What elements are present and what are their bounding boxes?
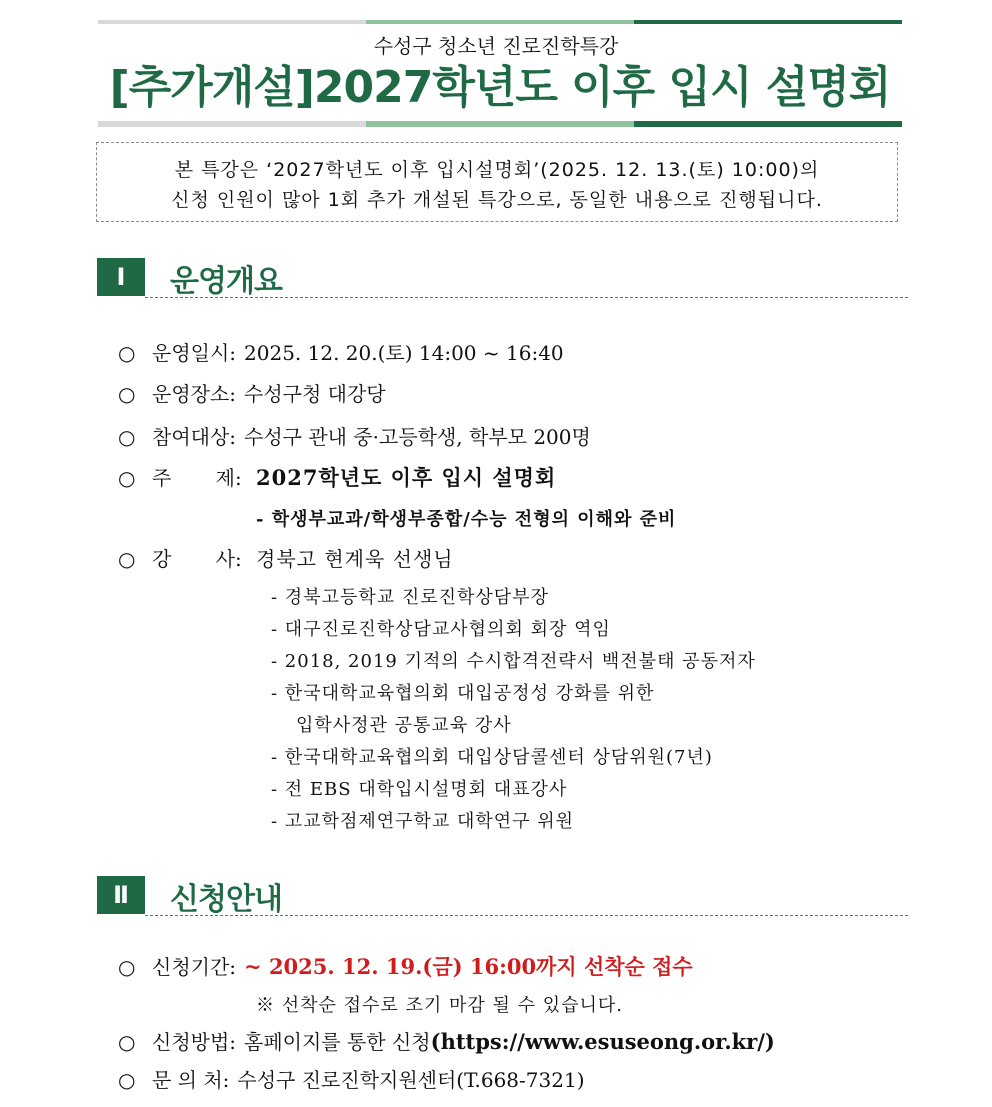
bullet-circle: ○: [118, 955, 136, 979]
header-bottom-bar-lightgreen: [366, 121, 634, 127]
bullet-circle: ○: [118, 341, 136, 365]
lecturer-value: 경북고 현계욱 선생님: [256, 547, 454, 571]
target-label: 참여대상:: [152, 425, 237, 449]
datetime-value: 2025. 12. 20.(토) 14:00 ~ 16:40: [244, 341, 564, 365]
section-1-title: 운영개요: [170, 264, 282, 299]
career-item: - 2018, 2019 기적의 수시합격전략서 백전불태 공동저자: [271, 651, 756, 672]
career-item: - 한국대학교육협의회 대입상담콜센터 상담위원(7년): [271, 747, 713, 768]
header-bottom-bar-gray: [98, 121, 366, 127]
homepage-link[interactable]: (https://www.esuseong.or.kr/): [430, 1029, 775, 1054]
bullet-circle: ○: [118, 1030, 136, 1054]
datetime-row: [118, 337, 564, 366]
venue-label: 운영장소:: [152, 382, 237, 406]
target-value: 수성구 관내 중·고등학생, 학부모 200명: [244, 425, 591, 449]
header-bottom-bar-darkgreen: [634, 121, 902, 127]
bullet-circle: ○: [118, 1068, 136, 1092]
contact-label: 문 의 처:: [152, 1068, 230, 1092]
section-1-number-badge: Ⅰ: [97, 258, 145, 296]
contact-row: [118, 1064, 585, 1093]
header-top-bar-lightgreen: [366, 20, 634, 24]
page-title: [추가개설]2027학년도 이후 입시 설명회: [109, 62, 891, 113]
career-item: - 한국대학교육협의회 대입공정성 강화를 위한: [271, 683, 655, 704]
period-row: [118, 951, 693, 981]
lecturer-row: [118, 543, 454, 572]
career-item: - 경북고등학교 진로진학상담부장: [271, 587, 549, 608]
lecturer-label: 강 사:: [152, 547, 242, 571]
method-row: [118, 1026, 775, 1055]
topic-label: 주 제:: [152, 466, 242, 490]
section-2-number-badge: Ⅱ: [97, 876, 145, 914]
target-row: [118, 421, 591, 450]
career-item: - 고교학점제연구학교 대학연구 위원: [271, 811, 575, 832]
career-item-continued: 입학사정관 공통교육 강사: [296, 715, 512, 736]
bullet-circle: ○: [118, 547, 136, 571]
header-subtitle: 수성구 청소년 진로진학특강: [373, 34, 619, 58]
topic-value: 2027학년도 이후 입시 설명회: [256, 465, 557, 490]
bullet-circle: ○: [118, 425, 136, 449]
career-item: - 전 EBS 대학입시설명회 대표강사: [271, 779, 568, 800]
header-top-bar-gray: [98, 20, 366, 24]
notice-line-1: 본 특강은 ‘2027학년도 이후 입시설명회’(2025. 12. 13.(토) 10:00)의: [174, 159, 820, 181]
venue-row: [118, 378, 386, 407]
period-label: 신청기간:: [152, 955, 237, 979]
period-value: ~ 2025. 12. 19.(금) 16:00까지 선착순 접수: [244, 954, 693, 979]
bullet-circle: ○: [118, 382, 136, 406]
bullet-circle: ○: [118, 466, 136, 490]
topic-row: [118, 462, 556, 492]
topic-detail: - 학생부교과/학생부종합/수능 전형의 이해와 준비: [256, 509, 677, 530]
header-top-bar-darkgreen: [634, 20, 902, 24]
section-2-divider: [145, 915, 908, 916]
section-2-title: 신청안내: [170, 882, 282, 917]
section-1-divider: [145, 297, 908, 298]
datetime-label: 운영일시:: [152, 341, 237, 365]
notice-line-2: 신청 인원이 많아 1회 추가 개설된 특강으로, 동일한 내용으로 진행됩니다.: [171, 189, 823, 211]
notice-box: [96, 142, 898, 222]
period-note: ※ 선착순 접수로 조기 마감 될 수 있습니다.: [256, 995, 623, 1016]
venue-value: 수성구청 대강당: [244, 382, 386, 406]
career-item: - 대구진로진학상담교사협의회 회장 역임: [271, 619, 611, 640]
method-value: 홈페이지를 통한 신청: [244, 1030, 431, 1054]
method-label: 신청방법:: [152, 1030, 237, 1054]
contact-value: 수성구 진로진학지원센터(T.668-7321): [237, 1068, 585, 1092]
